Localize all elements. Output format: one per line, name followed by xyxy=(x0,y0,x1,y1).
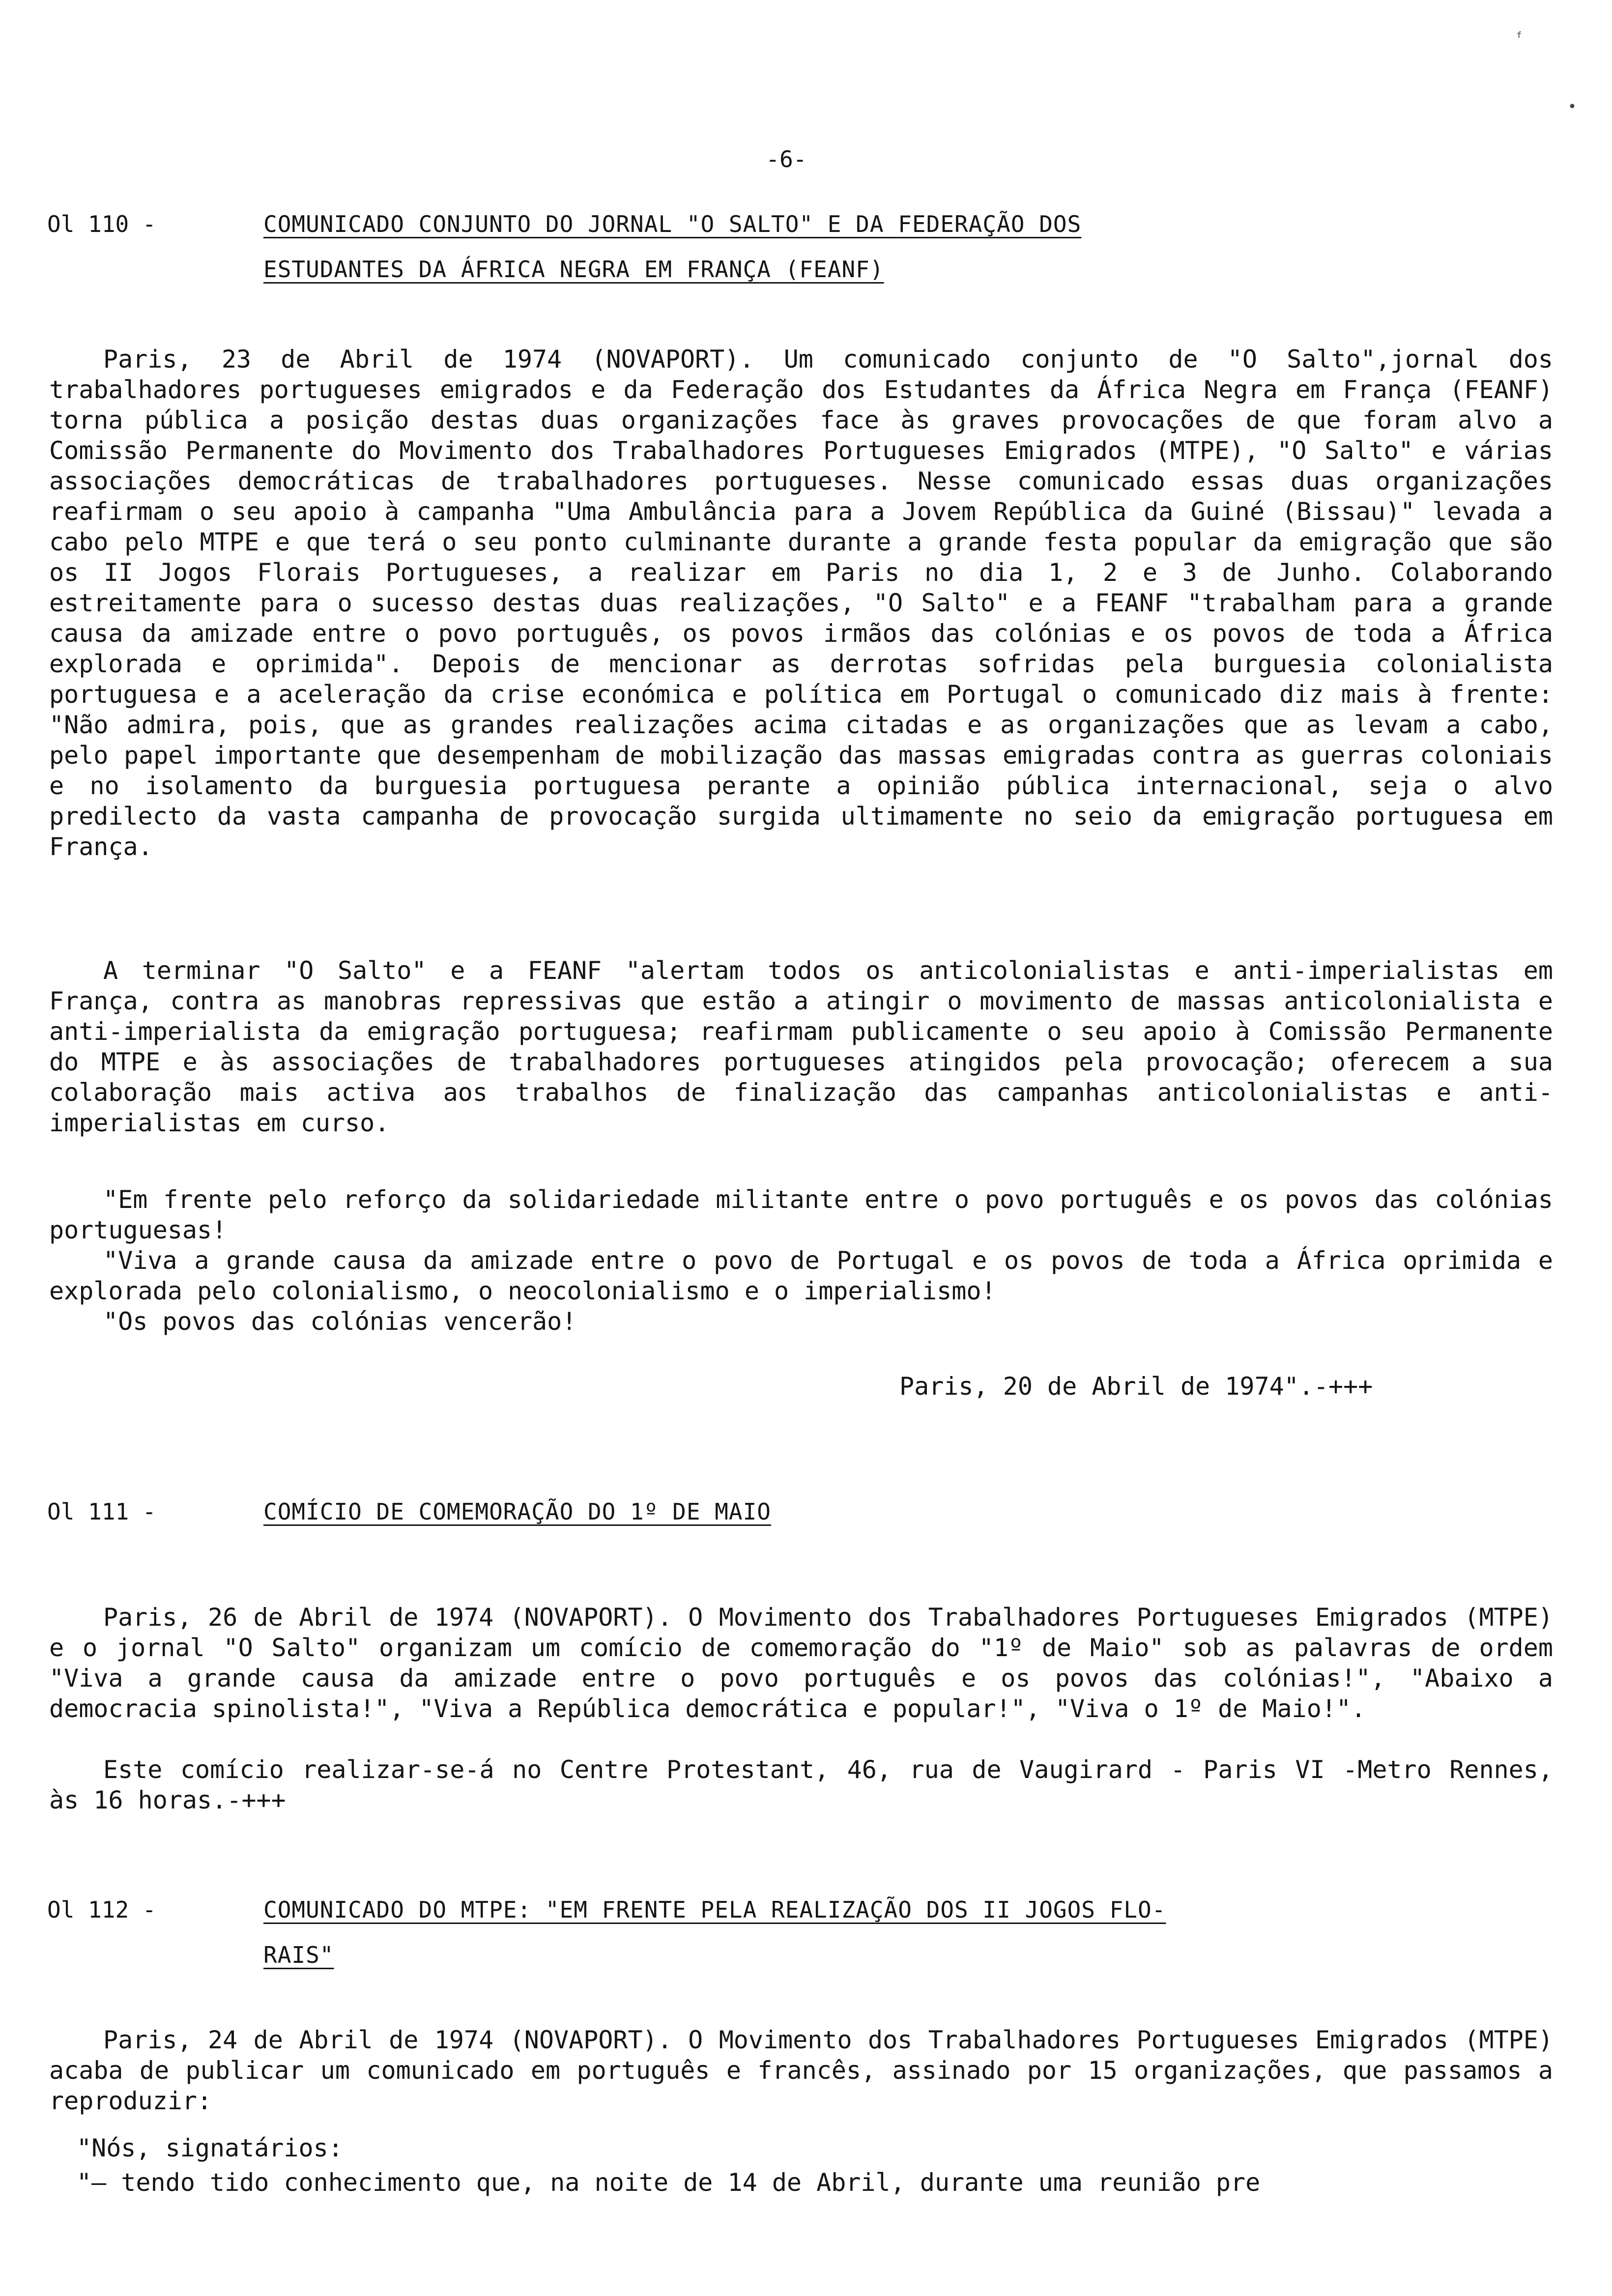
item-112-paragraph-1: Paris, 24 de Abril de 1974 (NOVAPORT). O Movimento dos Trabalhadores Portugueses Emigrados (MTPE) acaba de publicar um comunicado em português e francês, assinado por 15 organizações, que passamos a reproduzir: xyxy=(49,2026,1553,2115)
item-110-title-line2: ESTUDANTES DA ÁFRICA NEGRA EM FRANÇA (FEANF) xyxy=(263,256,884,283)
item-112-title-line2: RAIS" xyxy=(263,1942,334,1968)
item-111-code: Ol 111 - xyxy=(47,1498,156,1525)
item-110-signature: Paris, 20 de Abril de 1974".-+++ xyxy=(899,1372,1373,1401)
item-110-paragraph-5: "Os povos das colónias vencerão! xyxy=(103,1307,577,1336)
item-110-heading xyxy=(47,201,1522,292)
item-111-paragraph-2: Este comício realizar-se-á no Centre Protestant, 46, rua de Vaugirard - Paris VI -Metro Rennes, às 16 horas.-+++ xyxy=(49,1755,1553,1814)
item-112-paragraph-2: "Nós, signatários: xyxy=(77,2134,343,2162)
item-111-heading xyxy=(47,1489,1522,1534)
item-110-code: Ol 110 - xyxy=(47,211,156,237)
page-number: -6- xyxy=(766,146,807,172)
item-110-paragraph-3: "Em frente pelo reforço da solidariedade militante entre o povo português e os povos das colónias portuguesas! xyxy=(49,1185,1553,1244)
item-111-title-line1: COMÍCIO DE COMEMORAÇÃO DO 1º DE MAIO xyxy=(263,1498,771,1525)
item-112-title-line1: COMUNICADO DO MTPE: "EM FRENTE PELA REALIZAÇÃO DOS II JOGOS FLO- xyxy=(263,1896,1166,1923)
item-110-paragraph-1: Paris, 23 de Abril de 1974 (NOVAPORT). Um comunicado conjunto de "O Salto",jornal dos trabalhadores portugueses emigrados e da Federação dos Estudantes da África Negra em França (FEANF) torna pública a posição destas duas organizações face às graves provocações de que foram alvo a Comissão Permanente do Movimento dos Trabalhadores Portugueses Emigrados (MTPE), "O Salto" e várias associações democráticas de trabalhadores portugueses. Nesse comunicado essas duas organizações reafirmam o seu apoio à campanha "Uma Ambulância para a Jovem República da Guiné (Bissau)" levada a cabo pelo MTPE e que terá o seu ponto culminante durante a grande festa popular da emigração que são os II Jogos Florais Portugueses, a realizar em Paris no dia 1, 2 e 3 de Junho. Colaborando estreitamente para o sucesso destas duas realizações, "O Salto" e a FEANF "trabalham para a grande causa da amizade entre o povo português, os povos irmãos das colónias e os povos de toda a África explorada e oprimida". Depois de mencionar as derrotas sofridas pela burguesia colonialista portuguesa e a aceleração da crise económica e política em Portugal o comunicado diz mais à frente: "Não admira, pois, que as grandes realizações acima citadas e as organizações que as levam a cabo, pelo papel importante que desempenham de mobilização das massas emigradas contra as guerras coloniais e no isolamento da burguesia portuguesa perante a opinião pública internacional, seja o alvo predilecto da vasta campanha de provocação surgida ultimamente no seio da emigração portuguesa em França. xyxy=(49,345,1553,861)
corner-mark-top: ᶠ xyxy=(1515,29,1524,47)
corner-mark-side: • xyxy=(1568,98,1577,115)
item-112-paragraph-3: "— tendo tido conhecimento que, na noite de 14 de Abril, durante uma reunião pre xyxy=(77,2168,1261,2197)
item-110-title-line1: COMUNICADO CONJUNTO DO JORNAL "O SALTO" E DA FEDERAÇÃO DOS xyxy=(263,211,1082,237)
item-111-paragraph-1: Paris, 26 de Abril de 1974 (NOVAPORT). O Movimento dos Trabalhadores Portugueses Emigrados (MTPE) e o jornal "O Salto" organizam um comício de comemoração do "1º de Maio" sob as palavras de ordem "Viva a grande causa da amizade entre o povo português e os povos das colónias!", "Abaixo a democracia spinolista!", "Viva a República democrática e popular!", "Viva o 1º de Maio!". xyxy=(49,1603,1553,1723)
item-110-paragraph-4: "Viva a grande causa da amizade entre o povo de Portugal e os povos de toda a África oprimida e explorada pelo colonialismo, o neocolonialismo e o imperialismo! xyxy=(49,1246,1553,1305)
item-112-code: Ol 112 - xyxy=(47,1896,156,1923)
item-112-heading xyxy=(47,1887,1522,1978)
item-110-paragraph-2: A terminar "O Salto" e a FEANF "alertam todos os anticolonialistas e anti-imperialistas em França, contra as manobras repressivas que estão a atingir o movimento de massas anticolonialista e anti-imperialista da emigração portuguesa; reafirmam publicamente o seu apoio à Comissão Permanente do MTPE e às associações de trabalhadores portugueses atingidos pela provocação; oferecem a sua colaboração mais activa aos trabalhos de finalização das campanhas anticolonialistas e anti-imperialistas em curso. xyxy=(49,956,1553,1137)
